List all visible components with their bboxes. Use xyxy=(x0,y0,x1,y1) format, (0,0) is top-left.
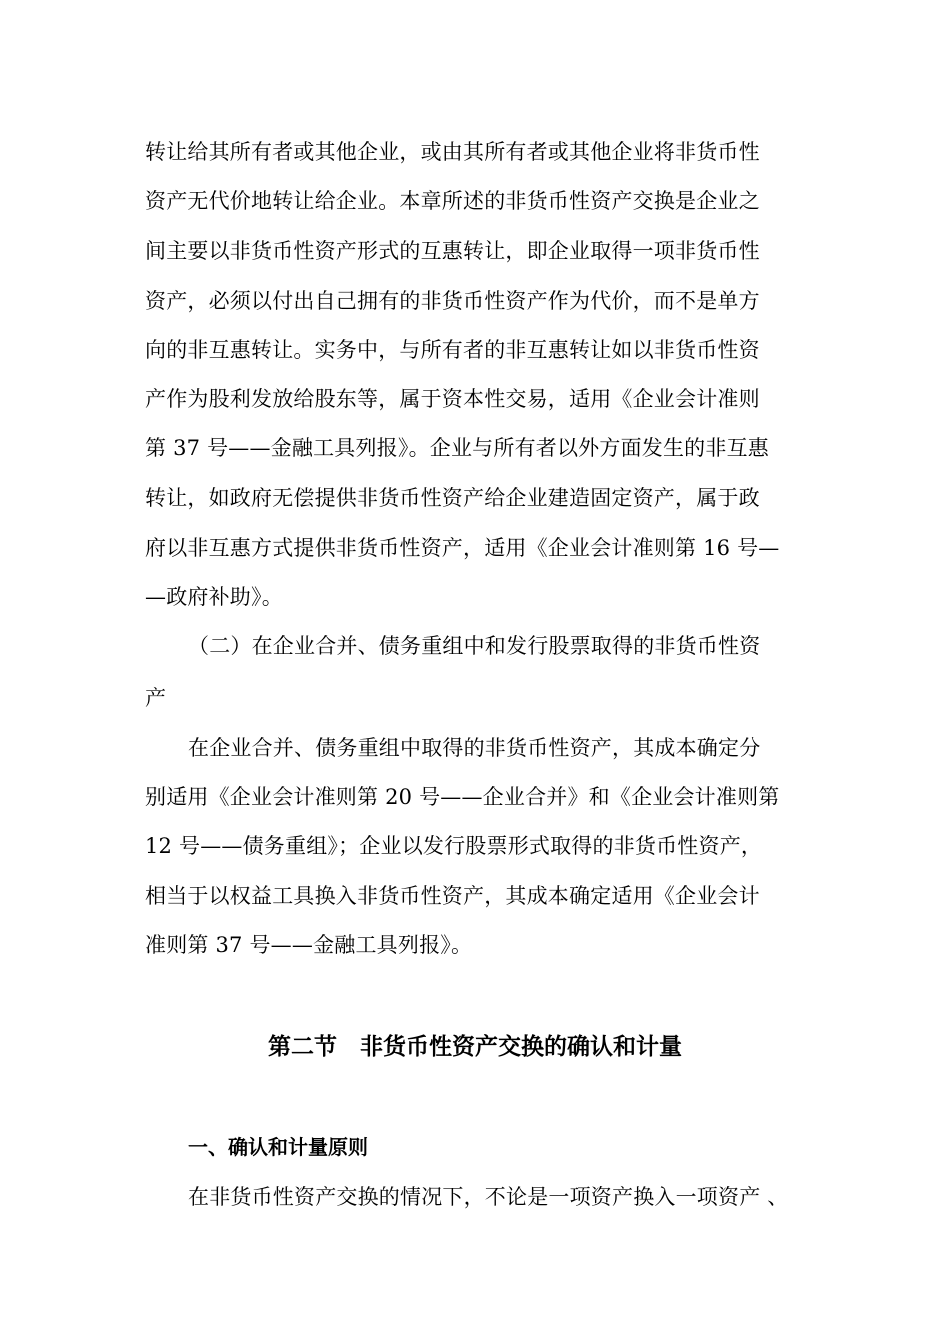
subsection-title: 一、确认和计量原则 xyxy=(188,1135,368,1159)
text-line: 在非货币性资产交换的情况下，不论是一项资产换入一项资产 、 xyxy=(188,1185,789,1209)
section-title: 第二节 非货币性资产交换的确认和计量 xyxy=(268,1034,682,1060)
text-line: 间主要以非货币性资产形式的互惠转让，即企业取得一项非货币性 xyxy=(145,239,760,263)
text-line: 转让给其所有者或其他企业，或由其所有者或其他企业将非货币性 xyxy=(145,140,760,164)
text-line: 府以非互惠方式提供非货币性资产，适用《企业会计准则第 16 号— xyxy=(145,536,780,560)
text-line: 产 xyxy=(145,686,167,710)
text-line: 资产，必须以付出自己拥有的非货币性资产作为代价，而不是单方 xyxy=(145,289,760,313)
text-line: —政府补助》。 xyxy=(145,585,283,609)
text-line: （二）在企业合并、债务重组中和发行股票取得的非货币性资 xyxy=(188,634,761,658)
text-line: 第 37 号——金融工具列报》。企业与所有者以外方面发生的非互惠 xyxy=(145,436,769,460)
text-line: 别适用《企业会计准则第 20 号——企业合并》和《企业会计准则第 xyxy=(145,785,780,809)
text-line: 准则第 37 号——金融工具列报》。 xyxy=(145,933,473,957)
text-line: 向的非互惠转让。实务中，与所有者的非互惠转让如以非货币性资 xyxy=(145,338,760,362)
text-line: 相当于以权益工具换入非货币性资产，其成本确定适用《企业会计 xyxy=(145,884,760,908)
text-line: 产作为股利发放给股东等，属于资本性交易，适用《企业会计准则 xyxy=(145,387,760,411)
text-line: 12 号——债务重组》；企业以发行股票形式取得的非货币性资产， xyxy=(145,834,763,858)
text-line: 资产无代价地转让给企业。本章所述的非货币性资产交换是企业之 xyxy=(145,189,760,213)
text-line: 在企业合并、债务重组中取得的非货币性资产，其成本确定分 xyxy=(188,736,761,760)
text-line: 转让，如政府无偿提供非货币性资产给企业建造固定资产，属于政 xyxy=(145,486,760,510)
